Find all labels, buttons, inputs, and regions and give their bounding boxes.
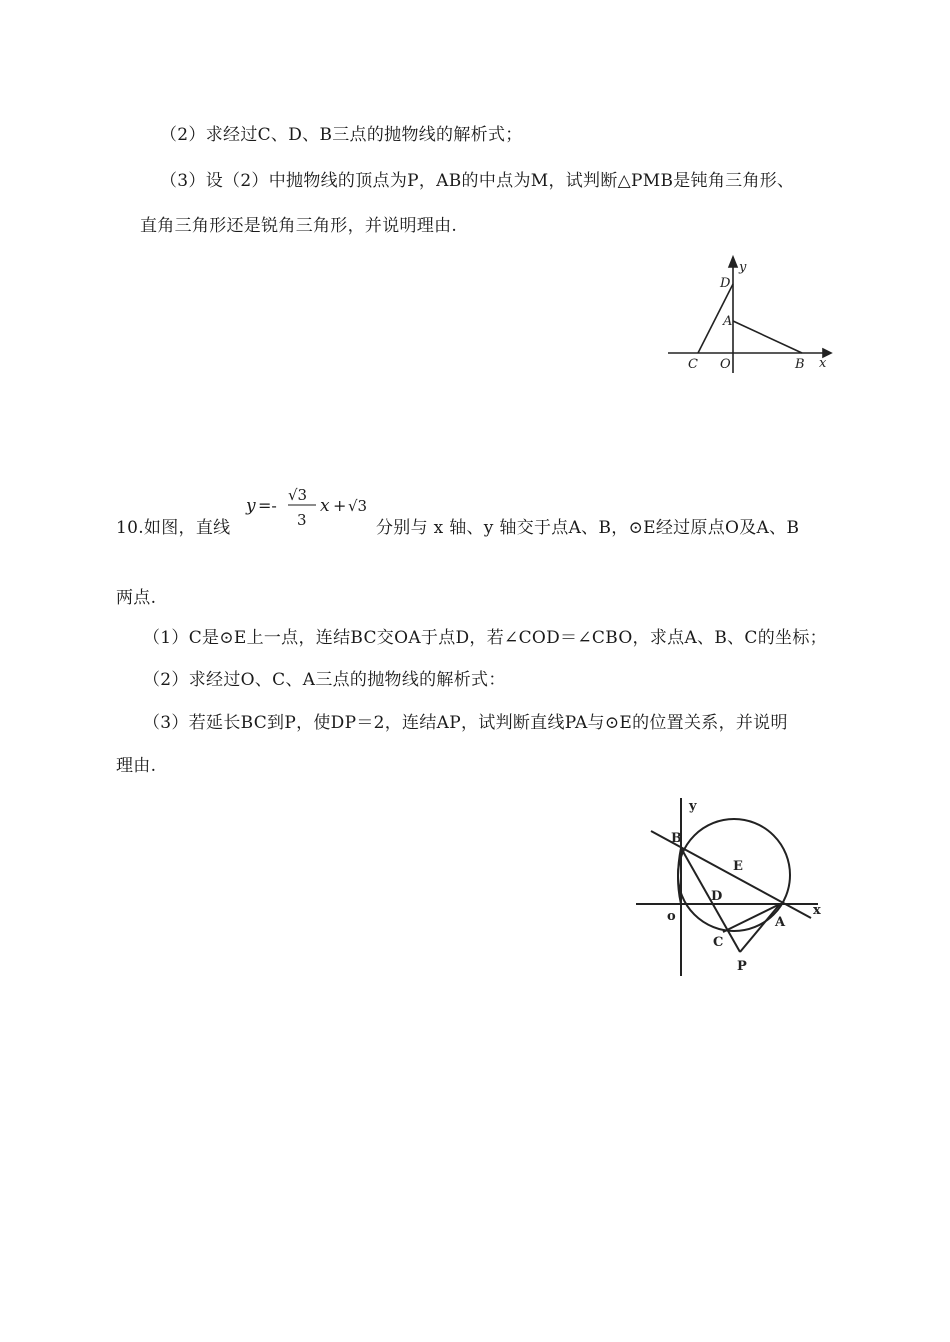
formula-x: x [320, 496, 330, 516]
figure1-label-y: y [739, 260, 747, 275]
problem10-part2: （2）求经过O、C、A三点的抛物线的解析式： [143, 670, 506, 690]
problem10-intro-line2: 两点. [116, 588, 157, 608]
formula-constant: √3 [348, 497, 368, 515]
figure2-label-x: x [813, 903, 821, 918]
formula-denominator: 3 [297, 511, 307, 529]
problem10-part3-line1: （3）若延长BC到P，使DP＝2，连结AP，试判断直线PA与⊙E的位置关系，并说明 [143, 713, 788, 733]
figure1-label-O: O [720, 357, 731, 372]
figure-triangle-axes [665, 253, 845, 383]
problem10-formula [244, 480, 384, 530]
problem9-part3-line1: （3）设（2）中抛物线的顶点为P，AB的中点为M，试判断△PMB是钝角三角形、 [160, 171, 795, 191]
figure-circle-geometry [633, 796, 833, 986]
formula-plus: + [333, 496, 347, 515]
formula-y: y [246, 496, 256, 516]
figure1-label-C: C [688, 357, 698, 372]
figure2-label-O: o [667, 909, 676, 924]
problem10-intro-start: 10.如图，直线 [116, 518, 231, 538]
figure1-label-B: B [795, 357, 805, 372]
figure2-label-A: A [775, 915, 786, 930]
figure2-label-P: P [737, 959, 747, 974]
formula-numerator: √3 [288, 486, 308, 504]
problem10-part1: （1）C是⊙E上一点，连结BC交OA于点D，若∠COD＝∠CBO，求点A、B、C的坐标； [143, 628, 827, 648]
figure2-label-C: C [713, 935, 724, 950]
formula-eq: =- [258, 496, 277, 515]
figure1-label-A: A [723, 314, 733, 329]
figure2-label-D: D [711, 889, 723, 904]
problem9-part2: （2）求经过C、D、B三点的抛物线的解析式； [160, 125, 523, 145]
figure2-label-B: B [671, 831, 682, 846]
figure1-label-x: x [819, 356, 827, 371]
problem10-intro-end: 分别与 x 轴、y 轴交于点A、B，⊙E经过原点O及A、B [376, 518, 800, 538]
figure1-label-D: D [720, 276, 731, 291]
figure2-label-E: E [733, 859, 743, 874]
problem10-part3-line2: 理由. [116, 756, 157, 776]
problem9-part3-line2: 直角三角形还是锐角三角形，并说明理由. [140, 216, 458, 236]
figure2-label-y: y [689, 799, 697, 814]
